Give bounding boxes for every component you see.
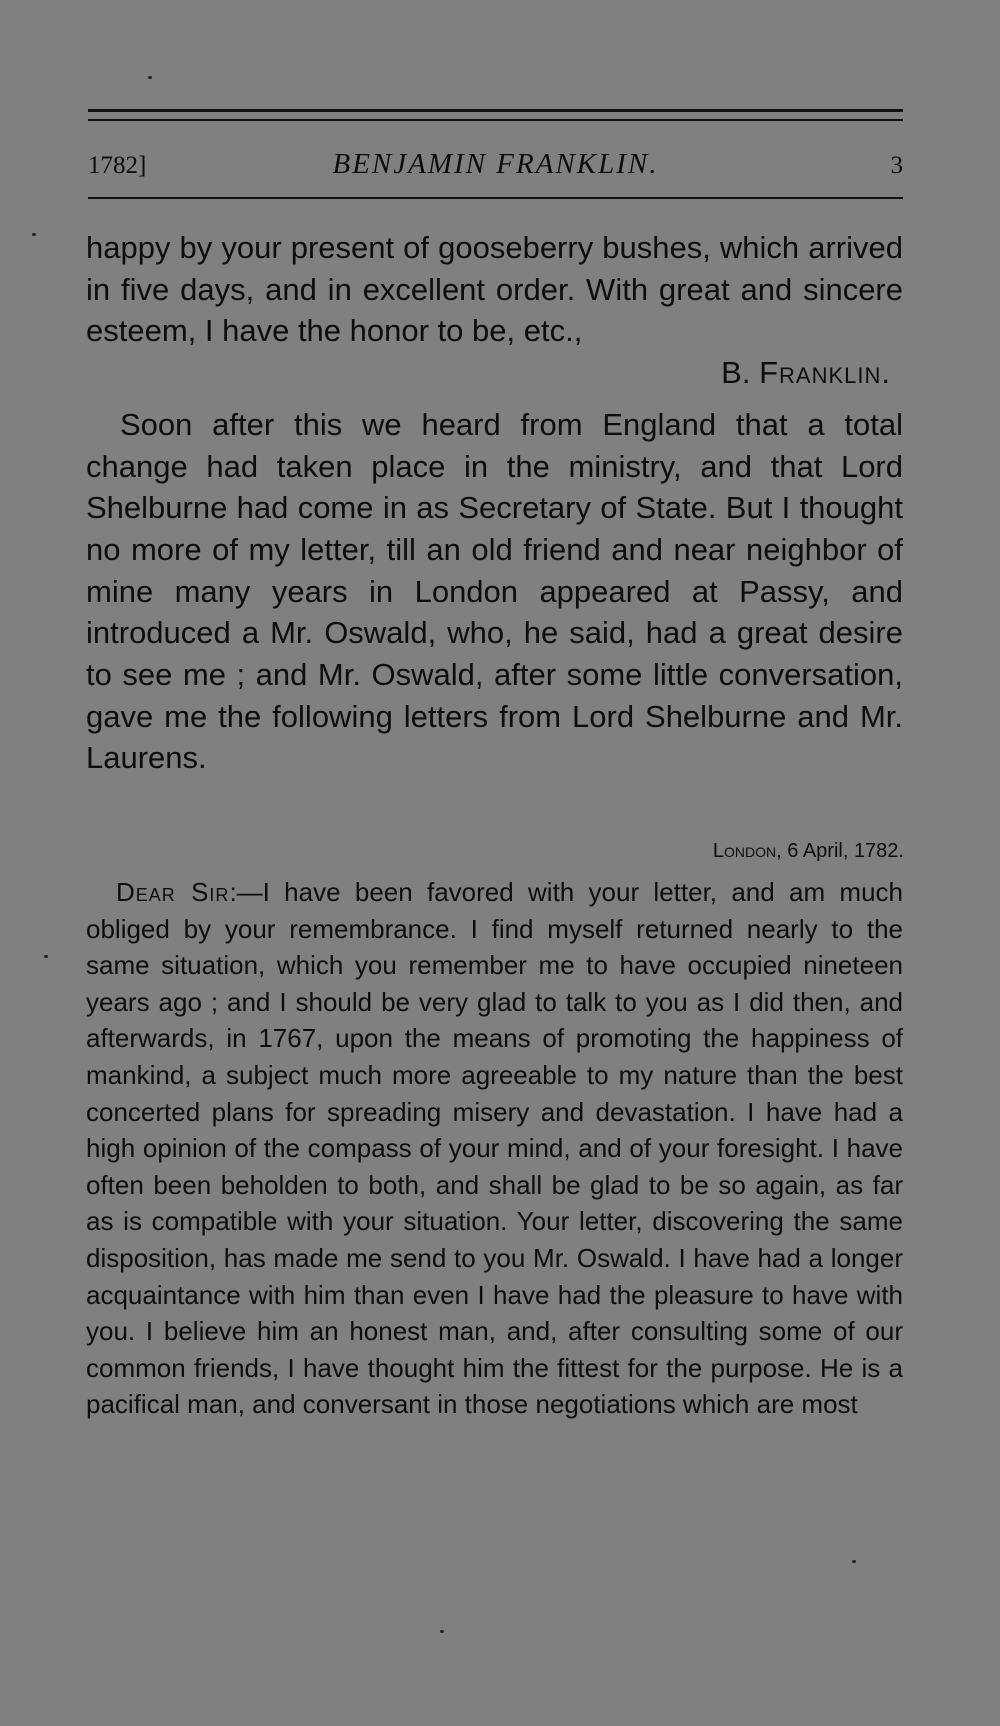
letter-date: , 6 April, 1782. <box>776 840 904 862</box>
running-header <box>88 148 903 184</box>
header-rule-top <box>88 109 903 112</box>
signature-name: Franklin. <box>759 355 891 391</box>
header-rule-top-inner <box>88 119 903 121</box>
letter-place: London <box>712 840 777 862</box>
letter-dateline <box>713 840 904 863</box>
page-number: 3 <box>890 152 903 179</box>
main-text-large <box>86 227 903 779</box>
scan-speck <box>44 955 48 958</box>
signature-initial: B. <box>721 355 760 391</box>
signature <box>86 352 903 394</box>
letter-body-paragraph <box>86 874 903 1423</box>
scan-speck <box>440 1630 444 1633</box>
header-title: BENJAMIN FRANKLIN. <box>332 148 659 180</box>
header-rule-bottom <box>88 197 903 199</box>
letter-body: :—I have been favored with your letter, and am much obliged by your remembrance. I find myself returned nearly to the same situation, which you remember me to have occupied nineteen years ago ; and I should be very glad to talk to you as I did then, and afterwards, in 1767, upon the means of promoting the happiness of mankind, a subject much more agreeable to my nature than the best concerted plans for spreading misery and devastation. I have had a high opinion of the compass of your mind, and of your foresight. I have often been beholden to both, and shall be glad to be so again, as far as is compatible with your situation. Your letter, discovering the same disposition, has made me send to you Mr. Oswald. I have had a longer acquaintance with him than even I have had the pleasure to have with you. I believe him an honest man, and, after consulting some of our common friends, I have thought him the fittest for the purpose. He is a pacifical man, and conversant in those negotiations which are most <box>86 877 903 1420</box>
letter-text <box>86 874 903 1423</box>
scan-speck <box>852 1560 856 1563</box>
header-year: 1782] <box>88 152 147 179</box>
scan-speck <box>148 76 152 79</box>
letter-salutation: Dear Sir <box>116 877 230 907</box>
paragraph-letter-ending: happy by your present of gooseberry bushes, which arrived in five days, and in excellent order. With great and sincere esteem, I have the honor to be, etc., <box>86 230 903 349</box>
scan-speck <box>32 233 36 236</box>
paragraph-narrative: Soon after this we heard from England that a total change had taken place in the ministry, and that Lord Shelburne had come in as Secretary of State. But I thought no more of my letter, till an old friend and near neighbor of mine many years in London appeared at Passy, and introduced a Mr. Oswald, who, he said, had a great desire to see me ; and Mr. Oswald, after some little conversation, gave me the following letters from Lord Shelburne and Mr. Laurens. <box>86 406 903 776</box>
